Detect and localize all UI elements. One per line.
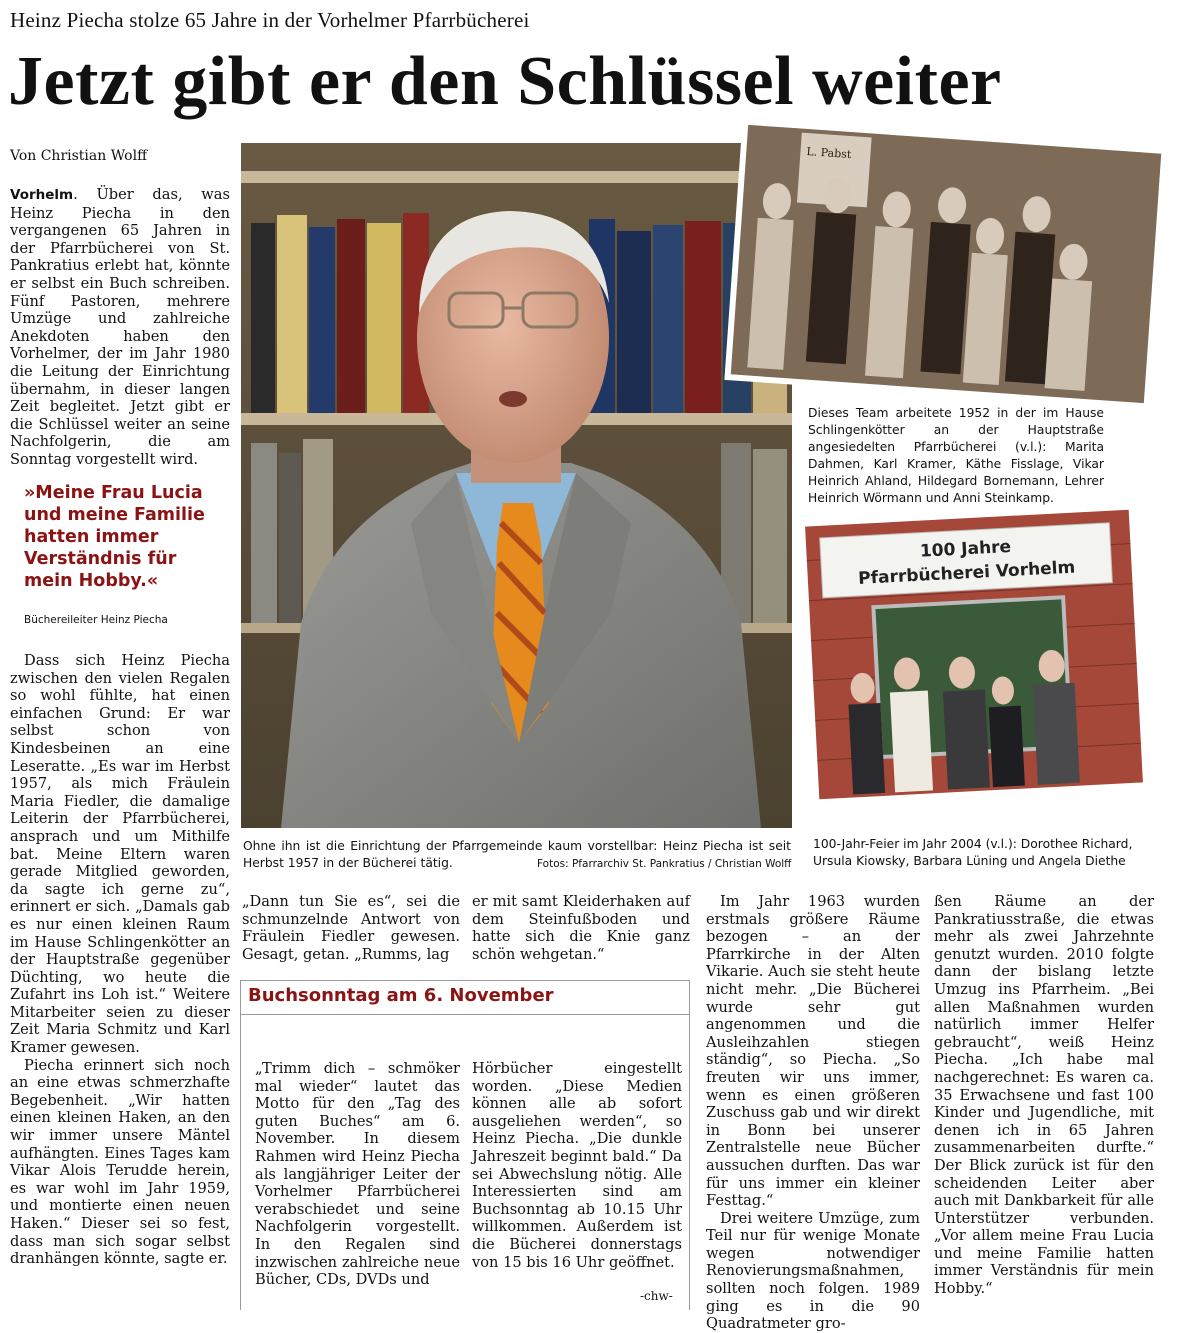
info-box-title: Buchsonntag am 6. November [248,985,554,1006]
info-box-rule [240,1014,690,1015]
photo-centenary-2004 [799,503,1149,805]
sign-line-2: Pfarrbücherei Vorhelm [857,557,1076,589]
intro-text: . Über das, was Heinz Piecha in den vergangenen 65 Jahren in der Pfarrbücherei von St. Pankratius erlebt hat, könnte er selbst ein Buch schreiben. Fünf Pastoren, mehrere Umzüge und zahlreiche Anekdoten haben den Vorhelmer, der im Jahr 1980 die Leitung der Einrichtung übernahm, in dieser langen Zeit begleitet. Jetzt gibt er die Schlüssel weiter an seine Nachfolgerin, die am Sonntag vorgestellt wird. [10,186,230,468]
kicker: Heinz Piecha stolze 65 Jahre in der Vorhelmer Pfarrbücherei [10,8,530,32]
info-box-signature: -chw- [640,1289,673,1303]
column-3-top: er mit samt Kleiderhaken auf dem Steinfußboden und hatte sich die Knie ganz schön wehgetan.“ [472,893,690,963]
caption-photo-2004: 100-Jahr-Feier im Jahr 2004 (v.l.): Dorothee Richard, Ursula Kiowsky, Barbara Lüning und Angela Diethe [813,837,1133,868]
body-paragraph: Piecha erinnert sich noch an eine etwas schmerzhafte Begebenheit. „Wir hatten einen kleinen Haken, an den wir immer unsere Mäntel aufhängten. Eines Tages kam Vikar Alois Terudde herein, es war wohl im Jahr 1959, und montierte einen neuen Haken.“ Dieser sei so fest, dass man sich sogar selbst dranhängen könnte, sagte er. [10,1056,230,1268]
photo-team-1952 [724,118,1167,409]
byline: Von Christian Wolff [10,148,148,164]
column-1-body [10,652,230,1268]
caption-main-photo: Ohne ihn ist die Einrichtung der Pfarrgemeinde kaum vorstellbar: Heinz Piecha ist seit Herbst 1957 in der Bücherei tätig. [243,839,791,870]
info-box-column-b: Hörbücher eingestellt worden. „Diese Medien können alle ab sofort ausgeliehen werden“, so Heinz Piecha. „Die dunkle Jahreszeit beginnt bald.“ Da sei Abwechslung nötig. Alle Interessierten sind am Buchsonntag ab 10.15 Uhr willkommen. Außerdem ist die Bücherei donnerstags von 15 bis 16 Uhr geöffnet. [472,1060,682,1271]
body-paragraph: Dass sich Heinz Piecha zwischen den vielen Regalen so wohl fühlte, hat einen einfachen Grund: Er war selbst schon von Kindesbeinen an eine Leseratte. „Es war im Herbst 1957, als mich Fräulein Maria Fiedler, die damalige Leiterin der Pfarrbücherei, ansprach und um Mithilfe bat. Meine Eltern waren gerade Mitglied geworden, da sagte ich gerne zu“, erinnert er sich. „Damals gab es nur einen kleinen Raum im Hause Schlingenkötter an der Hauptstraße gegenüber Düchting, wo heute die Zufahrt ins Loh ist.“ Weitere Mitarbeiter seien zu dieser Zeit Maria Schmitz und Karl Kramer gewesen. [10,652,230,1057]
dateline-place: Vorhelm [10,187,74,203]
pull-quote: »Meine Frau Lucia und meine Familie hatten immer Verständnis für mein Hobby.« [24,483,205,591]
column-2-top: „Dann tun Sie es“, sei die schmunzelnde Antwort von Fräulein Fiedler gewesen. Gesagt, getan. „Rumms, lag [242,893,460,963]
historic-photo [724,118,1167,409]
caption-photo-1952: Dieses Team arbeitete 1952 in der im Hause Schlingenkötter an der Hauptstraße angesiedelten Pfarrbücherei (v.l.): Marita Dahmen, Karl Kramer, Käthe Fisslage, Vikar Heinrich Ahland, Hildegard Bornemann, Lehrer Heinrich Wörmann und Anni Steinkamp. [808,406,1104,505]
body-paragraph: Im Jahr 1963 wurden erstmals größere Räume bezogen – an der Pfarrkirche in der Alten Vikarie. Auch sie steht heute nicht mehr. „Die Bücherei wurde sehr gut angenommen und die Ausleihzahlen stiegen ständig“, so Piecha. „So freuten wir uns immer, wenn es einen größeren Zuschuss gab und wir direkt in Bonn bei unserer Zentralstelle neue Bücher aussuchen durften. Das war für uns immer ein kleiner Festtag.“ [706,893,920,1210]
column-4 [706,893,920,1333]
main-photo-heinz-piecha [241,143,792,828]
sign-line-1: 100 Jahre [919,536,1012,562]
portrait-photo [241,143,792,828]
photo-credit: Fotos: Pfarrarchiv St. Pankratius / Christian Wolff [537,858,792,870]
body-paragraph: Drei weitere Umzüge, zum Teil nur für wenige Monate wegen notwendiger Renovierungsmaßnahmen, sollten noch folgen. 1989 ging es in die 90 Quadratmeter gro- [706,1209,920,1333]
headline: Jetzt gibt er den Schlüssel weiter [8,43,1002,120]
shop-sign-text: L. Pabst [806,145,852,162]
color-photo [799,503,1149,805]
intro-paragraph [10,186,230,469]
pull-quote-source: Büchereileiter Heinz Piecha [24,614,168,626]
column-5: ßen Räume an der Pankratiusstraße, die etwas mehr als zwei Jahrzehnte genutzt wurden. 2010 folgte dann der bislang letzte Umzug ins Pfarrheim. „Bei allen Maßnahmen wurden natürlich immer Helfer gebraucht“, weiß Heinz Piecha. „Ich habe mal nachgerechnet: Es waren ca. 35 Erwachsene und fast 100 Kinder und Jugendliche, mit denen ich in 65 Jahren zusammenarbeiten durfte.“ Der Blick zurück ist für den scheidenden Leiter aber auch mit Dankbarkeit für alle Unterstützer verbunden. „Vor allem meine Frau Lucia und meine Familie hatten immer Verständnis für mein Hobby.“ [934,893,1154,1298]
info-box-column-a: „Trimm dich – schmöker mal wieder“ lautet das Motto für den „Tag des guten Buches“ am 6. November. In diesem Rahmen wird Heinz Piecha als langjähriger Leiter der Vorhelmer Pfarrbücherei verabschiedet und seine Nachfolgerin vorgestellt. In den Regalen sind inzwischen zahlreiche neue Bücher, CDs, DVDs und [255,1060,460,1289]
